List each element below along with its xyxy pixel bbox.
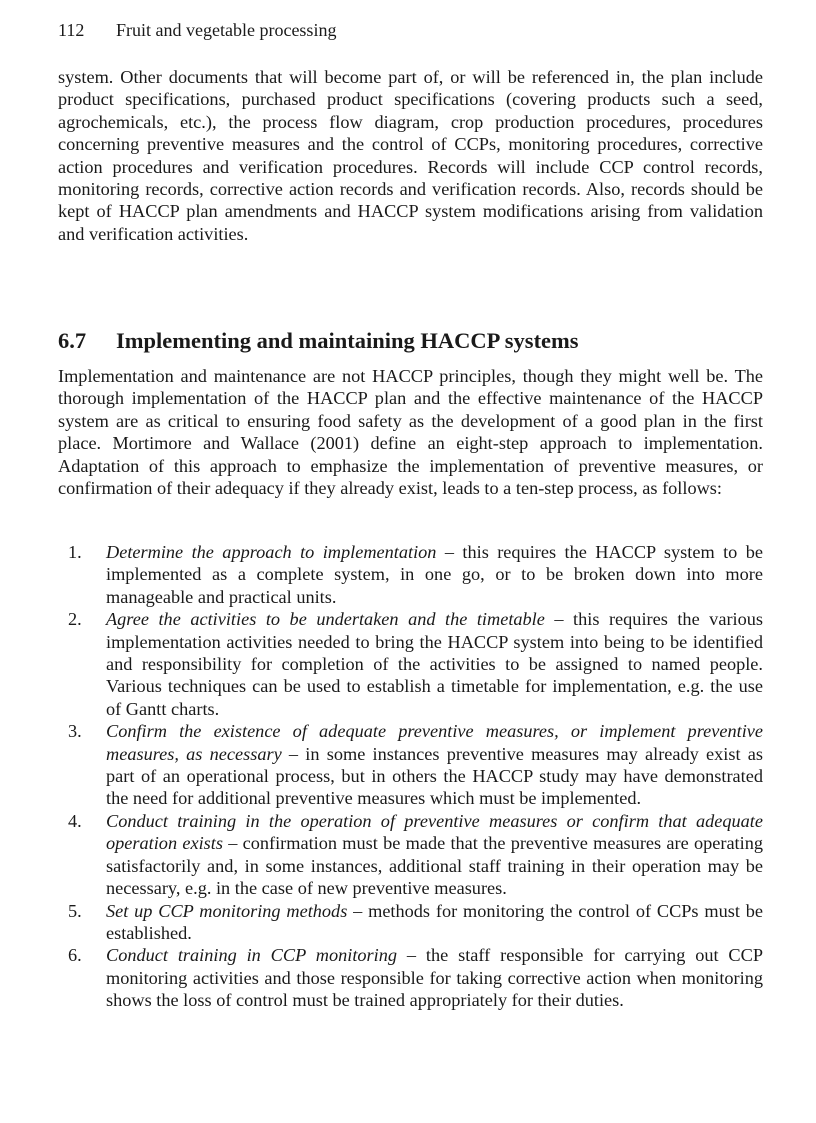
step-number: 3. xyxy=(68,721,82,742)
step-title: Agree the activities to be undertaken and the timetable xyxy=(106,609,545,630)
section-title: Implementing and maintaining HACCP systems xyxy=(116,328,579,353)
list-item xyxy=(58,900,763,945)
step-title: Set up CCP monitoring methods xyxy=(106,900,348,921)
step-text: – in some instances preventive measures may already exist as part of an operational process, but in others the HACCP study may have demonstrated the need for additional preventive measures which must be implemented. xyxy=(106,743,763,809)
step-title: Determine the approach to implementation xyxy=(106,542,437,562)
step-text: – this requires the HACCP system to be implemented as a complete system, in one go, or to be broken down into more manageable and practical units. xyxy=(106,542,763,607)
list-item xyxy=(58,944,763,1011)
step-title: Conduct training in CCP monitoring xyxy=(106,945,398,966)
step-text: – confirmation must be made that the preventive measures are operating satisfactorily and, in some instances, additional staff training in their operation may be necessary, e.g. in the case of new preventive measures. xyxy=(106,833,763,899)
book-title: Fruit and vegetable processing xyxy=(116,20,337,40)
continued-paragraph: system. Other documents that will become part of, or will be referenced in, the plan include product specifications, purchased product specifications (covering products such a seed, agrochemicals, etc.), the process flow diagram, crop production procedures, procedures concerning preventive measures and the control of CCPs, monitoring procedures, corrective action procedures and verification procedures. Records will include CCP control records, monitoring records, corrective action records and verification records. Also, records should be kept of HACCP plan amendments and HACCP system modifications arising from validation and verification activities. xyxy=(58,67,763,244)
step-number: 2. xyxy=(68,609,82,630)
section-heading xyxy=(58,327,579,354)
list-item xyxy=(58,608,763,720)
section-number: 6.7 xyxy=(58,328,87,353)
list-item xyxy=(58,541,763,608)
list-item xyxy=(58,810,763,900)
step-text: – methods for monitoring the control of CCPs must be established. xyxy=(106,900,763,943)
step-number: 5. xyxy=(68,900,82,921)
step-number: 6. xyxy=(68,945,82,966)
step-number: 4. xyxy=(68,810,82,831)
step-number: 1. xyxy=(68,542,82,562)
step-title: Conduct training in the operation of preventive measures or confirm that adequate operation exists xyxy=(106,810,763,854)
running-head xyxy=(58,19,336,41)
page-number: 112 xyxy=(58,20,85,40)
step-title: Confirm the existence of adequate preventive measures, or implement preventive measures, as necessary xyxy=(106,721,763,764)
intro-paragraph: Implementation and maintenance are not HACCP principles, though they might well be. The thorough implementation of the HACCP plan and the effective maintenance of the HACCP system are as critical to ensuring food safety as the development of a good plan in the first place. Mortimore and Wallace (2001) define an eight-step approach to implementation. Adaptation of this approach to emphasize the implementation of preventive measures, or confirmation of their adequacy if they already exist, leads to a ten-step process, as follows: xyxy=(58,366,763,499)
implementation-steps-list xyxy=(58,541,763,1012)
step-text: – this requires the various implementation activities needed to bring the HACCP system into being to be identified and responsibility for completion of the activities to be assigned to named people. Various techniques can be used to establish a timetable for implementation, e.g. the use of Gantt charts. xyxy=(106,609,764,719)
list-item xyxy=(58,720,763,810)
step-text: – the staff responsible for carrying out CCP monitoring activities and those responsible for taking corrective action when monitoring shows the loss of control must be trained appropriately for their duties. xyxy=(106,945,763,1011)
